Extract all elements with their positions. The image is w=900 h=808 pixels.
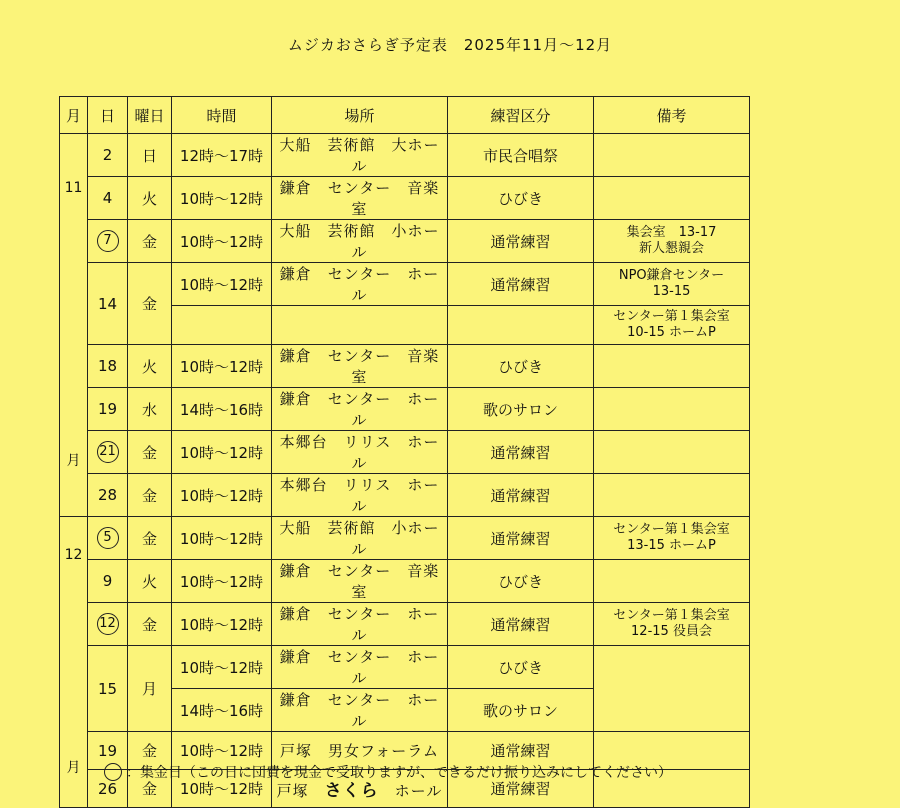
table-row	[60, 263, 750, 306]
remarks-cell	[594, 220, 750, 263]
header-remarks: 備考	[594, 97, 750, 134]
place-part: ホール	[394, 782, 443, 800]
weekday-cell: 金	[128, 263, 172, 345]
time-cell: 10時～12時	[172, 345, 272, 388]
table-header-row	[60, 97, 750, 134]
table-row	[60, 220, 750, 263]
weekday-cell: 金	[128, 732, 172, 770]
place-cell: 本郷台 リリス ホール	[272, 431, 448, 474]
day-cell	[88, 603, 128, 646]
weekday-cell: 金	[128, 603, 172, 646]
day-cell: 15	[88, 646, 128, 732]
day-cell: 18	[88, 345, 128, 388]
remarks-cell	[594, 177, 750, 220]
place-cell: 大船 芸術館 大ホール	[272, 134, 448, 177]
category-cell: 通常練習	[448, 220, 594, 263]
remarks-cell	[594, 263, 750, 306]
category-cell: ひびき	[448, 560, 594, 603]
time-cell: 10時～12時	[172, 517, 272, 560]
place-part: 戸塚	[276, 782, 309, 800]
circle-legend-icon	[104, 763, 122, 781]
category-cell: 歌のサロン	[448, 689, 594, 732]
category-cell: 通常練習	[448, 517, 594, 560]
category-cell: 通常練習	[448, 431, 594, 474]
remarks-cell	[594, 431, 750, 474]
time-cell: 10時～12時	[172, 732, 272, 770]
category-cell: ひびき	[448, 177, 594, 220]
remarks-cell	[594, 345, 750, 388]
header-category: 練習区分	[448, 97, 594, 134]
day-cell: 4	[88, 177, 128, 220]
place-cell: 鎌倉 センター 音楽室	[272, 345, 448, 388]
table-row	[60, 345, 750, 388]
day-cell: 9	[88, 560, 128, 603]
table-row	[60, 474, 750, 517]
place-cell: 大船 芸術館 小ホール	[272, 220, 448, 263]
table-row	[60, 134, 750, 177]
time-cell: 10時～12時	[172, 560, 272, 603]
month-cell-december	[60, 517, 88, 808]
collection-day-marker: 12	[97, 613, 119, 635]
place-cell: 鎌倉 センター ホール	[272, 646, 448, 689]
category-cell: 通常練習	[448, 732, 594, 770]
category-cell: 通常練習	[448, 770, 594, 808]
day-cell: 19	[88, 732, 128, 770]
remarks-cell	[594, 603, 750, 646]
remarks-cell	[594, 646, 750, 732]
remarks-line: 新人懇親会	[638, 241, 704, 256]
place-cell: 鎌倉 センター ホール	[272, 263, 448, 306]
weekday-cell: 日	[128, 134, 172, 177]
remarks-line: 集会室 13-17	[626, 225, 717, 240]
remarks-cell	[594, 517, 750, 560]
place-cell: 鎌倉 センター ホール	[272, 603, 448, 646]
weekday-cell: 水	[128, 388, 172, 431]
place-cell: 鎌倉 センター ホール	[272, 689, 448, 732]
category-cell: 市民合唱祭	[448, 134, 594, 177]
category-cell: ひびき	[448, 646, 594, 689]
weekday-cell: 火	[128, 560, 172, 603]
remarks-cell	[594, 560, 750, 603]
remarks-line: センター第１集会室	[613, 608, 730, 623]
remarks-line: 13-15	[652, 284, 691, 299]
day-cell	[88, 431, 128, 474]
table-row	[60, 388, 750, 431]
collection-day-marker: 5	[97, 527, 119, 549]
category-cell: 通常練習	[448, 263, 594, 306]
month-cell-november	[60, 134, 88, 517]
header-time: 時間	[172, 97, 272, 134]
category-cell: 歌のサロン	[448, 388, 594, 431]
remarks-line: 12-15 役員会	[631, 624, 712, 639]
time-cell	[172, 306, 272, 345]
category-cell: ひびき	[448, 345, 594, 388]
remarks-cell	[594, 388, 750, 431]
time-cell: 12時～17時	[172, 134, 272, 177]
collection-day-marker: 7	[97, 230, 119, 252]
header-place: 場所	[272, 97, 448, 134]
weekday-cell: 金	[128, 517, 172, 560]
time-cell: 10時～12時	[172, 646, 272, 689]
header-month: 月	[60, 97, 88, 134]
weekday-cell: 金	[128, 220, 172, 263]
remarks-line: 10-15 ホームP	[627, 325, 716, 340]
time-cell: 10時～12時	[172, 603, 272, 646]
month-number: 12	[64, 547, 83, 563]
time-cell: 10時～12時	[172, 770, 272, 808]
weekday-cell: 金	[128, 770, 172, 808]
day-cell: 28	[88, 474, 128, 517]
day-cell	[88, 220, 128, 263]
category-cell: 通常練習	[448, 474, 594, 517]
place-part-emphasis: さくら	[324, 781, 379, 801]
weekday-cell: 金	[128, 431, 172, 474]
place-cell: 鎌倉 センター 音楽室	[272, 560, 448, 603]
category-cell	[448, 306, 594, 345]
time-cell: 14時～16時	[172, 388, 272, 431]
table-row	[60, 646, 750, 689]
remarks-line: センター第１集会室	[613, 522, 730, 537]
time-cell: 10時～12時	[172, 220, 272, 263]
footer-note	[104, 762, 672, 782]
time-cell: 10時～12時	[172, 474, 272, 517]
place-cell: 鎌倉 センター ホール	[272, 388, 448, 431]
month-number: 11	[64, 180, 83, 196]
schedule-table	[59, 96, 750, 808]
remarks-line: センター第１集会室	[613, 309, 730, 324]
remarks-line: NPO鎌倉センター	[618, 268, 725, 283]
day-cell: 19	[88, 388, 128, 431]
remarks-line: 13-15 ホームP	[627, 538, 716, 553]
place-cell: 大船 芸術館 小ホール	[272, 517, 448, 560]
weekday-cell: 火	[128, 345, 172, 388]
day-cell: 14	[88, 263, 128, 345]
table-row	[60, 603, 750, 646]
table-row	[60, 517, 750, 560]
page-title: ムジカおさらぎ予定表 2025年11月～12月	[287, 36, 613, 54]
remarks-cell	[594, 474, 750, 517]
day-cell: 26	[88, 770, 128, 808]
time-cell: 10時～12時	[172, 177, 272, 220]
header-weekday: 曜日	[128, 97, 172, 134]
weekday-cell: 金	[128, 474, 172, 517]
table-row	[60, 431, 750, 474]
place-cell: 鎌倉 センター 音楽室	[272, 177, 448, 220]
place-cell: 本郷台 リリス ホール	[272, 474, 448, 517]
footer-text: ：集金日（この日に団費を現金で受取りますが、できるだけ振り込みにしてください）	[126, 765, 672, 781]
day-cell	[88, 517, 128, 560]
collection-day-marker: 21	[97, 441, 119, 463]
header-day: 日	[88, 97, 128, 134]
time-cell: 10時～12時	[172, 263, 272, 306]
month-unit: 月	[66, 453, 81, 469]
day-cell: 2	[88, 134, 128, 177]
time-cell: 14時～16時	[172, 689, 272, 732]
category-cell: 通常練習	[448, 603, 594, 646]
weekday-cell: 火	[128, 177, 172, 220]
place-cell: 戸塚 男女フォーラム	[272, 732, 448, 770]
month-unit: 月	[66, 760, 81, 776]
place-cell	[272, 306, 448, 345]
remarks-cell	[594, 134, 750, 177]
weekday-cell: 月	[128, 646, 172, 732]
time-cell: 10時～12時	[172, 431, 272, 474]
table-row	[60, 560, 750, 603]
table-row	[60, 177, 750, 220]
remarks-cell	[594, 306, 750, 345]
